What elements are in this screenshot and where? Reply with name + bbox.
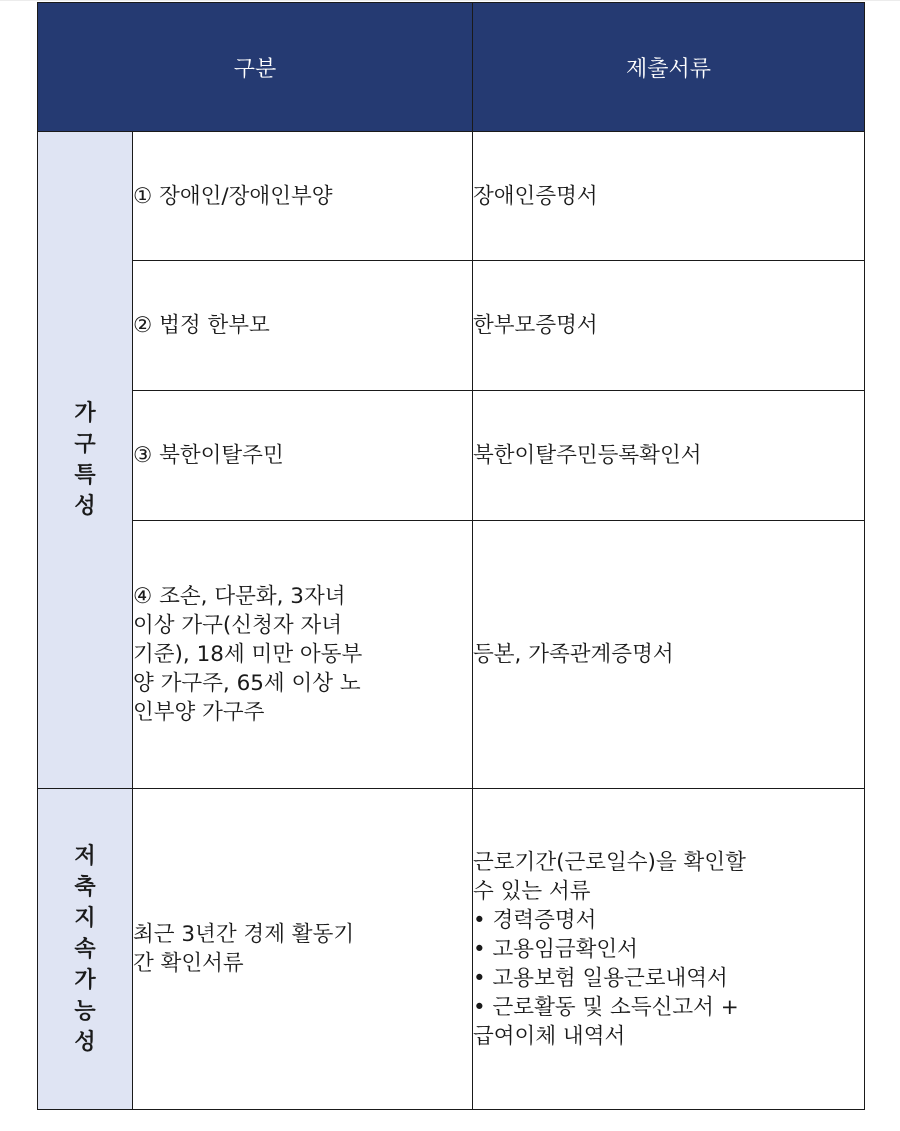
doc-family-types: 등본, 가족관계증명서	[473, 521, 865, 789]
documents-table	[37, 2, 865, 1110]
item-defector: ③ 북한이탈주민	[133, 391, 473, 521]
top-divider	[0, 0, 900, 1]
table-row	[38, 261, 865, 391]
table-row	[38, 521, 865, 789]
header-row	[38, 3, 865, 132]
table-row	[38, 789, 865, 1110]
category-savings: 저 축 지 속 가 능 성	[38, 789, 133, 1110]
doc-defector: 북한이탈주민등록확인서	[473, 391, 865, 521]
item-single-parent: ② 법정 한부모	[133, 261, 473, 391]
header-category: 구분	[38, 3, 473, 132]
doc-single-parent: 한부모증명서	[473, 261, 865, 391]
table-row	[38, 391, 865, 521]
item-disabled: ① 장애인/장애인부양	[133, 132, 473, 261]
table-row	[38, 132, 865, 261]
doc-disabled: 장애인증명서	[473, 132, 865, 261]
category-household: 가 구 특 성	[38, 132, 133, 789]
item-family-types: ④ 조손, 다문화, 3자녀 이상 가구(신청자 자녀 기준), 18세 미만 아동부 양 가구주, 65세 이상 노 인부양 가구주	[133, 521, 473, 789]
header-documents: 제출서류	[473, 3, 865, 132]
doc-economic-activity: 근로기간(근로일수)을 확인할 수 있는 서류 • 경력증명서 • 고용임금확인서 • 고용보험 일용근로내역서 • 근로활동 및 소득신고서 + 급여이체 내역서	[473, 789, 865, 1110]
item-economic-activity: 최근 3년간 경제 활동기 간 확인서류	[133, 789, 473, 1110]
